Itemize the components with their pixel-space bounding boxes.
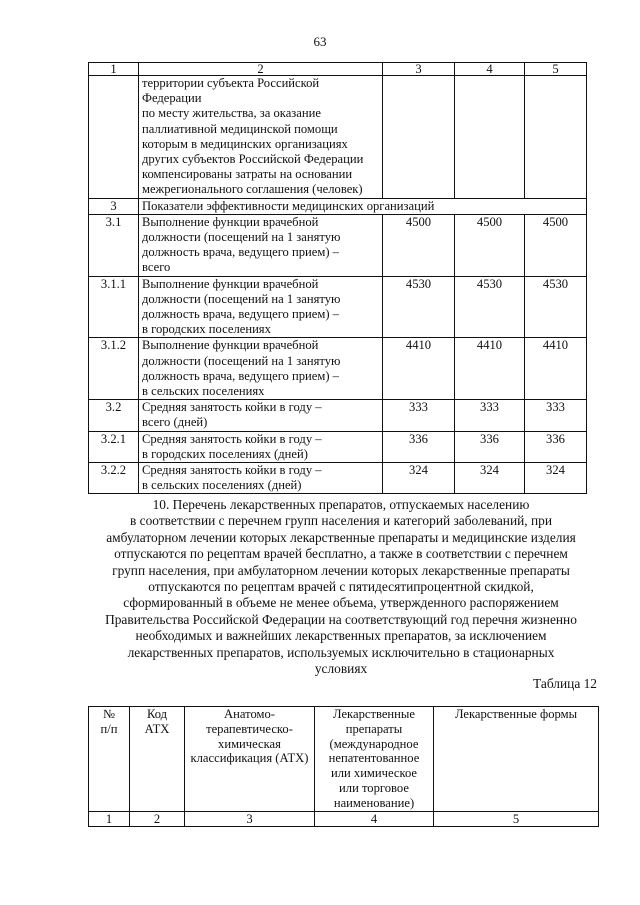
text-line: в сельских поселениях: [142, 384, 265, 399]
heading-line: 10. Перечень лекарственных препаратов, отпускаемых населению: [152, 497, 530, 512]
text-line: должность врача, ведущего прием) –: [142, 245, 339, 260]
text-line: паллиативной медицинской помощи: [142, 121, 338, 136]
indicator-text: [139, 463, 383, 494]
header-line: препараты: [345, 721, 403, 736]
heading-line: условиях: [314, 661, 368, 677]
header-cell: 1: [89, 63, 139, 76]
heading-line: отпускаются по рецептам врачей бесплатно, а также в соответствии с перечнем: [114, 546, 568, 562]
section-row: [89, 198, 587, 214]
indicator-text: [139, 276, 383, 338]
heading-line: лекарственных препаратов, используемых исключительно в стационарных: [127, 644, 555, 660]
text-line: межрегионального соглашения (человек): [142, 182, 363, 197]
row-number: 3.1.1: [89, 276, 139, 338]
text-line: всего: [142, 260, 171, 275]
value-cell: 4530: [525, 276, 587, 338]
row-number: 3.2.1: [89, 431, 139, 462]
header-line: химическая: [218, 736, 281, 751]
text-line: территории субъекта Российской: [142, 76, 320, 90]
table-row: [89, 338, 587, 400]
value-cell: 333: [455, 400, 525, 431]
header-line: Лекарственные: [333, 707, 415, 721]
row-number: 3.1: [89, 214, 139, 276]
value-cell: [525, 76, 587, 199]
row-number: 3.2: [89, 400, 139, 431]
value-cell: 4410: [525, 338, 587, 400]
value-cell: 4500: [455, 214, 525, 276]
text-line: должность врача, ведущего прием) –: [142, 307, 339, 322]
column-numbers-row: [89, 811, 599, 826]
heading-line: сформированный в объеме не менее объема, утвержденного распоряжением: [123, 595, 559, 611]
column-header-forms: [434, 707, 599, 812]
table-row: [89, 400, 587, 431]
drugs-table: [88, 706, 599, 827]
table-row: [89, 431, 587, 462]
header-line: Лекарственные формы: [454, 707, 578, 721]
heading-line: амбулаторном лечении которых лекарственные препараты и медицинские изделия: [106, 529, 576, 545]
header-line: классификация (АТХ): [190, 751, 309, 766]
indicators-table: [88, 62, 587, 494]
column-number: 1: [89, 811, 130, 826]
text-line: в городских поселениях (дней): [142, 446, 308, 461]
text-line: Выполнение функции врачебной: [142, 338, 319, 353]
column-number: 2: [130, 811, 185, 826]
row-number: 3.1.2: [89, 338, 139, 400]
text-line: по месту жительства, за оказание: [142, 106, 321, 121]
text-line: Средняя занятость койки в году –: [142, 431, 322, 446]
header-line: Код АТХ: [144, 707, 170, 736]
table-row: [89, 76, 587, 199]
value-cell: 324: [525, 463, 587, 494]
text-line: Федерации: [142, 91, 202, 106]
value-cell: 333: [383, 400, 455, 431]
text-line: которым в медицинских организациях: [142, 136, 348, 151]
header-line: или химическое: [330, 766, 417, 781]
header-cell: 4: [455, 63, 525, 76]
table-label: Таблица 12: [533, 676, 597, 691]
value-cell: 4410: [383, 338, 455, 400]
row-number: [89, 76, 139, 199]
table-header-row: [89, 63, 587, 76]
value-cell: 4530: [455, 276, 525, 338]
value-cell: 324: [455, 463, 525, 494]
text-line: должности (посещений на 1 занятую: [142, 353, 341, 368]
table-row: [89, 463, 587, 494]
text-line: Средняя занятость койки в году –: [142, 400, 322, 415]
table-row: [89, 214, 587, 276]
heading-line: в соответствии с перечнем групп населения и категорий заболеваний, при: [130, 513, 552, 529]
table-header-row: [89, 707, 599, 812]
value-cell: [383, 76, 455, 199]
indicator-text: [139, 431, 383, 462]
text-line: Выполнение функции врачебной: [142, 276, 319, 291]
text-line: других субъектов Российской Федерации: [142, 152, 364, 167]
text-line: компенсированы затраты на основании: [142, 167, 353, 182]
indicator-text: [139, 400, 383, 431]
text-line: должности (посещений на 1 занятую: [142, 291, 341, 306]
header-line: наименование): [333, 795, 415, 810]
column-number: 3: [185, 811, 315, 826]
column-number: 5: [434, 811, 599, 826]
indicator-text: [139, 338, 383, 400]
value-cell: 336: [383, 431, 455, 462]
header-line: терапевтическо-: [206, 721, 293, 736]
value-cell: 4500: [383, 214, 455, 276]
header-line: или торговое: [339, 780, 409, 795]
table-row: [89, 276, 587, 338]
header-line: №: [102, 707, 116, 721]
column-header-atc-code: [130, 707, 185, 812]
column-number: 4: [315, 811, 434, 826]
section-10-heading: [96, 497, 586, 677]
text-line: должность врача, ведущего прием) –: [142, 368, 339, 383]
indicator-text: [139, 76, 383, 199]
value-cell: 4530: [383, 276, 455, 338]
indicator-text: [139, 214, 383, 276]
value-cell: 336: [455, 431, 525, 462]
header-cell: 3: [383, 63, 455, 76]
heading-line: отпускаются по рецептам врачей с пятидесятипроцентной скидкой,: [148, 579, 534, 595]
value-cell: 336: [525, 431, 587, 462]
text-line: всего (дней): [142, 415, 208, 430]
row-number: 3.2.2: [89, 463, 139, 494]
heading-line: Правительства Российской Федерации на соответствующий год перечня жизненно: [105, 611, 577, 627]
header-cell: 2: [139, 63, 383, 76]
row-number: 3: [89, 198, 139, 214]
column-header-drugs: [315, 707, 434, 812]
text-line: Выполнение функции врачебной: [142, 214, 319, 229]
text-line: Средняя занятость койки в году –: [142, 463, 322, 478]
column-header-number: [89, 707, 130, 812]
value-cell: 333: [525, 400, 587, 431]
column-header-classification: [185, 707, 315, 812]
header-line: Анатомо-: [224, 707, 275, 721]
value-cell: 324: [383, 463, 455, 494]
text-line: в сельских поселениях (дней): [142, 478, 302, 493]
value-cell: [455, 76, 525, 199]
header-line: непатентованное: [328, 751, 420, 766]
text-line: в городских поселениях: [142, 322, 271, 337]
header-line: (международное: [329, 736, 419, 751]
heading-line: групп населения, при амбулаторном лечении которых лекарственные препараты: [112, 562, 570, 578]
header-cell: 5: [525, 63, 587, 76]
section-title: Показатели эффективности медицинских организаций: [139, 198, 587, 214]
text-line: должности (посещений на 1 занятую: [142, 230, 341, 245]
value-cell: 4500: [525, 214, 587, 276]
value-cell: 4410: [455, 338, 525, 400]
page-number: 63: [313, 34, 327, 49]
header-line: п/п: [100, 721, 118, 736]
heading-line: необходимых и важнейших лекарственных препаратов, за исключением: [135, 628, 547, 644]
